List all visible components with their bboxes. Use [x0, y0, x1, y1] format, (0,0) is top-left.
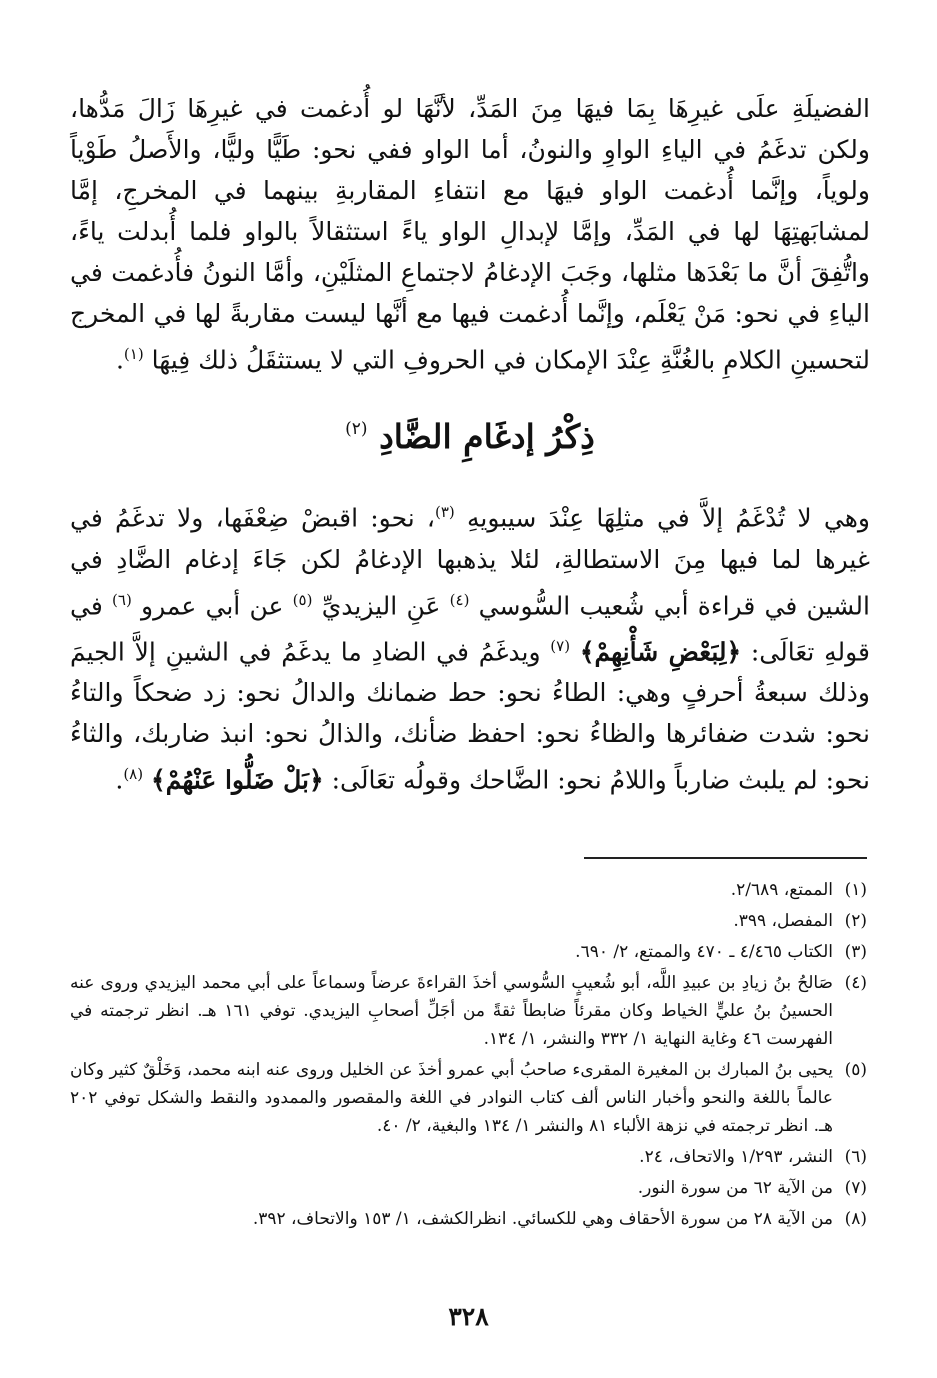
footnote-text: يحيى بنُ المبارك بن المغيرة المقرىء صاحبُ أبي عمرو أخذَ عن الخليل وروى عنه ابنه محمد، وَخَلْقٌ كثير وكان عالماً باللغة والنحو وأخبار الناس ألف كتاب النوادر في اللغة والمقصور والممدود والنقط والشكل توفي ٢٠٢ هـ. انظر ترجمته في نزهة الألباء ٨١ والنشر ١/ ١٣٤ والبغية، ٢/ ٤٠.	[70, 1060, 833, 1136]
footnote-separator	[584, 857, 867, 859]
footnote-number: (٣)	[844, 942, 867, 962]
footnote-item	[70, 876, 867, 904]
footnote-text: الممتع، ٢/٦٨٩.	[730, 880, 833, 900]
footnote-number: (٨)	[844, 1209, 867, 1229]
section-heading-text: ذِكْرُ إدغَامِ الضَّادِ	[379, 417, 595, 457]
footnote-text: المفصل، ٣٩٩.	[733, 911, 833, 931]
paragraph-2-part-e: في قولهِ تعَالَى:	[70, 590, 870, 667]
paragraph-2-part-a: وهي لا تُدْغَمُ إلاَّ في مثلِهَا عِنْدَ سيبويهِ	[467, 503, 870, 533]
footnote-text: صَالحُ بنُ زيادِ بن عبيدِ اللَّه، أبو شُعيبٍ السُّوسي أخذَ القراءةَ عرضاً وسماعاً على أبي محمد اليزيدي وروى عنه الحسينُ بنُ عليٍّ الخياط وكان مقرئاً ضابطاً ثقةً من أجَلِّ أصحابِ اليزيدي. توفي ١٦١ هـ. انظر ترجمته في الفهرست ٤٦ وغاية النهاية ١/ ٣٣٢ والنشر، ١/ ١٣٤.	[70, 973, 833, 1049]
footnote-number: (٧)	[844, 1178, 867, 1198]
footnote-ref-8[interactable]: (٨)	[123, 765, 144, 784]
footnote-text: النشر، ١/٢٩٣ والاتحاف، ٢٤.	[639, 1147, 833, 1167]
page-body	[70, 88, 870, 801]
paragraph-2-part-c: عَنِ اليزيديِّ	[321, 590, 441, 620]
paragraph-2-end: .	[115, 765, 124, 795]
quran-quote-1: ﴿لِبَعْضِ شَأْنِهِمْ﴾	[579, 637, 742, 667]
footnote-ref-7[interactable]: (٧)	[550, 636, 571, 655]
paragraph-1-text: الفضيلَةِ علَى غيرِهَا بِمَا فيهَا مِنَ المَدِّ، لأنَّهَا لو أُدغمت في غيرِهَا زَالَ مَدُّها، ولكن تدغَمُ في الياءِ الواوِ والنونُ، أما الواو ففي نحو: طَيًّا وليًّا، والأَصلُ طَوْياً ولوياً، وإنَّما أُدغمت الواو فيهَا مع انتفاءِ المقاربةِ بينهما في المخرجِ، إمَّا لمشابَهتِهَا لها في المَدِّ، وإمَّا لإبدالِ الواو ياءً استثقالاً بالواو فلما أُبدلت ياءً، واتُّفِقَ أنَّ ما بَعْدَها مثلها، وجَبَ الإدغامُ لاجتماعِ المثلَيْنِ، وأمَّا النونُ فأُدغمت في الياءِ في نحو: مَنْ يَعْلَم، وإنَّما أُدغمت فيها مع أنَّها ليست مقاربةً لها في المخرج لتحسينِ الكلامِ بالغُنَّةِ عِنْدَ الإمكان في الحروفِ التي لا يستثقَلُ ذلك فِيهَا	[70, 94, 870, 375]
footnotes-list	[70, 876, 867, 1236]
quran-quote-2: ﴿بَلْ ضَلُّوا عَنْهُمْ﴾	[151, 765, 324, 795]
footnote-ref-1[interactable]: (١)	[123, 345, 144, 363]
page-number: ٣٢٨	[448, 1302, 489, 1331]
footnote-number: (٢)	[844, 911, 867, 931]
footnote-item	[70, 1143, 867, 1171]
footnote-item	[70, 907, 867, 935]
footnote-item	[70, 969, 867, 1053]
footnote-number: (٥)	[844, 1060, 867, 1080]
footnote-item	[70, 1056, 867, 1140]
footnote-item	[70, 938, 867, 966]
footnote-ref-5[interactable]: (٥)	[292, 590, 313, 609]
footnote-ref-6[interactable]: (٦)	[112, 590, 132, 609]
footnote-item	[70, 1174, 867, 1202]
section-heading	[70, 404, 870, 462]
footnote-ref-2[interactable]: (٢)	[345, 419, 368, 440]
footnote-text: من الآية ٢٨ من سورة الأحقاف وهي للكسائي. انظرالكشف، ١/ ١٥٣ والاتحاف، ٣٩٢.	[252, 1209, 833, 1229]
footnote-number: (٤)	[844, 973, 867, 993]
footnote-item	[70, 1205, 867, 1233]
paragraph-2-part-d: عن أبي عمرو	[141, 590, 284, 620]
paragraph-2	[70, 492, 870, 800]
footnote-text: من الآية ٦٢ من سورة النور.	[637, 1178, 833, 1198]
paragraph-1	[70, 88, 870, 380]
footnote-number: (١)	[844, 880, 867, 900]
footnote-number: (٦)	[844, 1147, 867, 1167]
footnote-text: الكتاب ٤/٤٦٥ ـ ٤٧٠ والممتع، ٢/ ٦٩٠.	[575, 942, 833, 962]
footnote-ref-3[interactable]: (٣)	[435, 503, 455, 522]
paragraph-2-part-b: ، نحو: اقبضْ ضِعْفَها، ولا تدغَمُ في غيرها لما فيها مِنَ الاستطالةِ، لئلا يذهبها الإدغامُ لكن جَاءَ إدغام الضَّادِ في الشين في قراءة أبي شُعيب السُّوسي	[70, 503, 870, 620]
footnote-ref-4[interactable]: (٤)	[449, 590, 470, 609]
paragraph-2-part-f: ويدغَمُ في الضادِ ما يدغَمُ في الشينِ إلاَّ الجيمَ وذلك سبعةُ أحرفٍ وهي: الطاءُ نحو: حط ضمانك والدالُ نحو: زد ضحكاً والتاءُ نحو: شدت ضفائرها والظاءُ نحو: احفظ ضأنك، والذالُ نحو: انبذ ضاربك، والثاءُ نحو: لم يلبث ضارباً واللامُ نحو: الضَّاحك وقولُه تعَالَى:	[70, 637, 870, 795]
paragraph-1-end: .	[115, 345, 124, 375]
